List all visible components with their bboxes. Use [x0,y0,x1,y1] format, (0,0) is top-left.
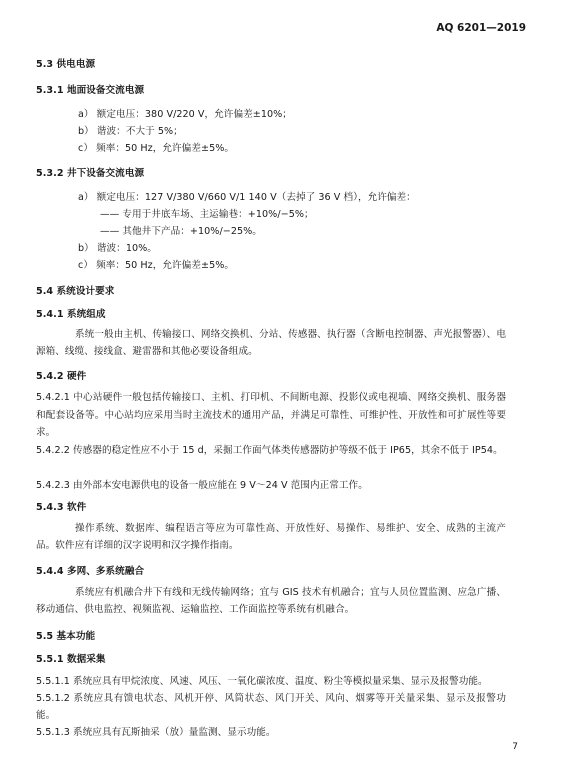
section-5-4-2-heading: 5.4.2 硬件 [36,371,87,382]
section-5-4-3-heading: 5.4.3 软件 [36,502,87,513]
paragraph: 5.5.1.1 系统应具有甲烷浓度、风速、风压、一氧化碳浓度、温度、粉尘等模拟量采集、显示及报警功能。 [36,676,488,687]
list-item: c） 频率：50 Hz，允许偏差±5%。 [78,260,235,271]
section-5-5-heading: 5.5 基本功能 [36,631,96,642]
section-5-4-4-heading: 5.4.4 多网、多系统融合 [36,566,145,577]
page-number: 7 [512,742,518,752]
section-5-4-heading: 5.4 系统设计要求 [36,286,115,297]
list-subitem: —— 专用于井底车场、主运输巷：+10%/−5%； [100,209,314,220]
list-item: a） 额定电压：127 V/380 V/660 V/1 140 V（去掉了 36 V 档），允许偏差： [78,192,416,203]
section-5-3-2-heading: 5.3.2 井下设备交流电源 [36,168,145,179]
paragraph: 系统应有机融合井下有线和无线传输网络；宜与 GIS 技术有机融合；宜与人员位置监测、应急广播、移动通信、供电监控、视频监视、运输监控、工作面监控等系统有机融合。 [36,587,506,615]
section-5-4-1-heading: 5.4.1 系统组成 [36,309,106,320]
list-item: b） 谐波：10%。 [78,243,157,254]
document-header: AQ 6201—2019 [436,22,526,34]
paragraph: 5.4.2.2 传感器的稳定性应不小于 15 d，采掘工作面气体类传感器防护等级不低于 IP65，其余不低于 IP54。 [36,445,503,456]
section-5-3-heading: 5.3 供电电源 [36,59,96,70]
section-5-3-1-heading: 5.3.1 地面设备交流电源 [36,85,145,96]
list-item: c） 频率：50 Hz，允许偏差±5%。 [78,143,235,154]
list-item: b） 谐波：不大于 5%； [78,126,183,137]
list-subitem: —— 其他井下产品：+10%/−25%。 [100,226,262,237]
list-item: a） 额定电压：380 V/220 V，允许偏差±10%； [78,109,292,120]
paragraph: 5.5.1.2 系统应具有馈电状态、风机开停、风筒状态、风门开关、风向、烟雾等开关量采集、显示及报警功能。 [36,693,506,721]
paragraph: 系统一般由主机、传输接口、网络交换机、分站、传感器、执行器（含断电控制器、声光报警器）、电源箱、线缆、接线盒、避雷器和其他必要设备组成。 [36,329,506,357]
paragraph: 5.4.2.1 中心站硬件一般包括传输接口、主机、打印机、不间断电源、投影仪或电视墙、网络交换机、服务器和配套设备等。中心站均应采用当时主流技术的通用产品，并满足可靠性、可维护性、开放性和可扩展性等要求。 [36,392,506,438]
paragraph: 5.5.1.3 系统应具有瓦斯抽采（放）量监测、显示功能。 [36,727,276,738]
section-5-5-1-heading: 5.5.1 数据采集 [36,654,106,665]
paragraph: 操作系统、数据库、编程语言等应为可靠性高、开放性好、易操作、易维护、安全、成熟的主流产品。软件应有详细的汉字说明和汉字操作指南。 [36,523,506,551]
paragraph: 5.4.2.3 由外部本安电源供电的设备一般应能在 9 V～24 V 范围内正常工作。 [36,480,368,491]
